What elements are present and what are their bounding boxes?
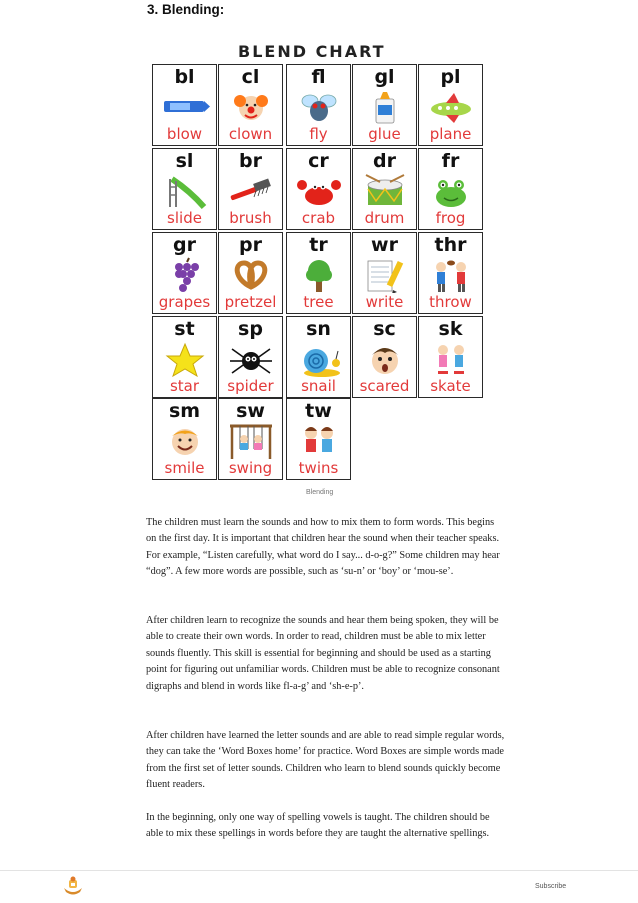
paragraph-4: In the beginning, only one way of spelling vowels is taught. The children should be able to mix these spellings in words before they are taught the alternative spellings.: [146, 812, 490, 840]
blend-letters: pl: [440, 66, 461, 88]
blend-letters: cr: [308, 150, 329, 172]
subscribe-link[interactable]: Subscribe: [535, 883, 567, 890]
crab-icon: [294, 173, 344, 209]
blend-letters: dr: [373, 150, 396, 172]
blend-cell-cr: [286, 148, 351, 230]
blend-cell-tw: [286, 398, 351, 480]
fly-icon: [294, 89, 344, 125]
blend-letters: tr: [309, 234, 328, 256]
blend-letters: sk: [438, 318, 463, 340]
blend-word: tree: [303, 293, 334, 311]
blend-cell-pr: [218, 232, 283, 314]
blend-cell-pl: [418, 64, 483, 146]
blend-letters: sn: [306, 318, 331, 340]
blend-letters: fr: [441, 150, 460, 172]
blend-word: snail: [301, 377, 336, 395]
blend-letters: sl: [175, 150, 194, 172]
blend-cell-tr: [286, 232, 351, 314]
blend-cell-sw: [218, 398, 283, 480]
blend-cell-st: [152, 316, 217, 398]
blend-cell-fl: [286, 64, 351, 146]
footer-divider: [0, 870, 638, 871]
slide-icon: [160, 173, 210, 209]
blend-word: smile: [164, 459, 205, 477]
blend-word: star: [169, 377, 200, 395]
blend-cell-fr: [418, 148, 483, 230]
smile-face-icon: [160, 423, 210, 459]
blend-word: throw: [429, 293, 472, 311]
blend-word: brush: [229, 209, 272, 227]
blend-word: slide: [167, 209, 202, 227]
tree-icon: [294, 257, 344, 293]
section-heading: 3. Blending:: [147, 2, 225, 17]
blend-letters: fl: [311, 66, 326, 88]
blend-word: blow: [166, 125, 203, 143]
blend-letters: thr: [434, 234, 467, 256]
grapes-icon: [160, 257, 210, 293]
blend-word: skate: [430, 377, 471, 395]
clown-icon: [226, 89, 276, 125]
blend-word: crab: [301, 209, 336, 227]
blend-cell-sl: [152, 148, 217, 230]
paragraph-3: After children have learned the letter sounds and are able to read simple regular words, they can take the ‘Word Boxes home’ for practice. Word Boxes are simple words made from the first set of letter sounds. Children who learn to blend sounds quickly become fluent readers.: [146, 730, 505, 791]
blend-cell-bl: [152, 64, 217, 146]
chart-title: BLEND CHART: [238, 42, 386, 61]
blend-cell-sp: [218, 316, 283, 398]
blend-word: scared: [359, 377, 410, 395]
blend-cell-sm: [152, 398, 217, 480]
image-caption: Blending: [306, 489, 334, 496]
blend-letters: sw: [236, 400, 265, 422]
blend-word: write: [365, 293, 404, 311]
drum-icon: [360, 173, 410, 209]
blend-cell-sn: [286, 316, 351, 398]
blend-letters: sm: [168, 400, 201, 422]
twins-icon: [294, 423, 344, 459]
blend-word: pretzel: [224, 293, 277, 311]
blend-chart-grid: [152, 64, 488, 480]
blend-letters: tw: [305, 400, 332, 422]
site-logo-icon[interactable]: [62, 876, 84, 896]
blend-word: spider: [227, 377, 274, 395]
snail-icon: [294, 341, 344, 377]
skating-kids-icon: [426, 341, 476, 377]
blend-word: swing: [228, 459, 273, 477]
blend-cell-cl: [218, 64, 283, 146]
blend-cell-dr: [352, 148, 417, 230]
blend-letters: br: [239, 150, 262, 172]
blue-crayon-icon: [160, 89, 210, 125]
blend-letters: gl: [374, 66, 395, 88]
blend-word: plane: [429, 125, 472, 143]
scared-face-icon: [360, 341, 410, 377]
blend-word: clown: [228, 125, 273, 143]
blend-letters: wr: [371, 234, 398, 256]
blend-cell-thr: [418, 232, 483, 314]
blend-word: glue: [368, 125, 401, 143]
blend-cell-wr: [352, 232, 417, 314]
blend-cell-gr: [152, 232, 217, 314]
blend-word: twins: [298, 459, 339, 477]
pretzel-icon: [226, 257, 276, 293]
blend-word: drum: [364, 209, 405, 227]
brush-icon: [226, 173, 276, 209]
writing-pencil-icon: [360, 257, 410, 293]
blend-cell-br: [218, 148, 283, 230]
frog-icon: [426, 173, 476, 209]
blend-letters: st: [174, 318, 195, 340]
blend-letters: sc: [373, 318, 396, 340]
glue-bottle-icon: [360, 89, 410, 125]
blend-cell-gl: [352, 64, 417, 146]
blend-cell-sk: [418, 316, 483, 398]
blend-cell-sc: [352, 316, 417, 398]
spider-icon: [226, 341, 276, 377]
plane-icon: [426, 89, 476, 125]
paragraph-1: The children must learn the sounds and how to mix them to form words. This begins on the first day. It is important that children hear the sound when their teacher speaks. For example, “Listen carefully, what word do I say... d-o-g?” Some children may hear “dog”. A few more words are possible, such as ‘su-n’ or ‘boy’ or ‘mou-se’.: [146, 517, 500, 578]
blend-word: grapes: [158, 293, 211, 311]
throwing-kids-icon: [426, 257, 476, 293]
blend-letters: pr: [239, 234, 262, 256]
blend-word: frog: [435, 209, 466, 227]
blend-letters: cl: [241, 66, 260, 88]
paragraph-2: After children learn to recognize the sounds and hear them being spoken, they will be able to create their own words. In order to read, children must be able to mix letter sounds fluently. This skill is essential for beginning and should be used as a starting point for figuring out unfamiliar words. Children must be able to recognize consonant digraphs and blend in words like fl-a-g’ and ‘sh-e-p’.: [146, 615, 500, 692]
blend-word: fly: [309, 125, 328, 143]
swing-icon: [226, 423, 276, 459]
blend-letters: bl: [174, 66, 195, 88]
blend-letters: gr: [173, 234, 196, 256]
blend-letters: sp: [238, 318, 263, 340]
star-icon: [160, 341, 210, 377]
